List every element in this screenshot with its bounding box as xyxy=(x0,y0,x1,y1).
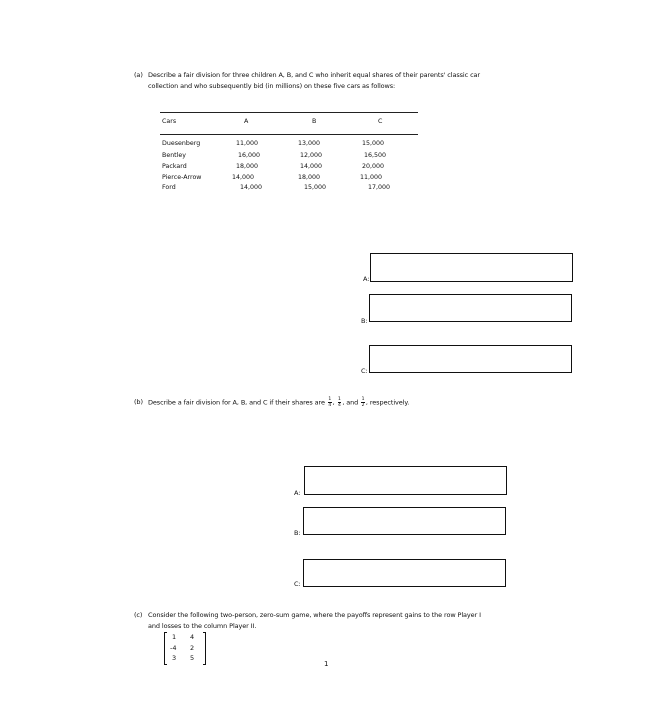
answer-c-box[interactable] xyxy=(369,345,572,373)
matrix-right-bracket xyxy=(203,632,206,665)
table-header-c: C xyxy=(378,118,383,125)
bid-table xyxy=(160,112,418,202)
table-header-rule xyxy=(160,134,418,135)
question-a-line1: Describe a fair division for three children A, B, and C who inherit equal shares of their parents' classic car xyxy=(148,71,481,79)
question-a-line2: collection and who subsequently bid (in millions) on these five cars as follows: xyxy=(148,82,396,90)
matrix-cell: 5 xyxy=(190,654,195,662)
payoff-matrix xyxy=(164,632,206,665)
answer-a-label: A: xyxy=(363,275,370,283)
answer-b-box[interactable] xyxy=(369,294,572,322)
table-cell-b: 12,000 xyxy=(300,152,323,159)
table-cell-b: 18,000 xyxy=(298,174,321,181)
table-cell-a: 11,000 xyxy=(236,140,259,147)
table-cell-a: 16,000 xyxy=(238,152,261,159)
table-top-rule xyxy=(160,112,418,113)
question-c-line1: Consider the following two-person, zero-sum game, where the payoffs represent gains to the row Player I xyxy=(148,611,481,619)
answer-b-label: B: xyxy=(361,317,368,325)
table-cell-c: 11,000 xyxy=(360,174,383,181)
answer-b-c-box[interactable] xyxy=(303,559,506,587)
answer-a-box[interactable] xyxy=(370,253,573,282)
table-cell-car: Duesenberg xyxy=(162,140,201,147)
question-a-label: (a) xyxy=(134,71,143,79)
table-cell-car: Pierce-Arrow xyxy=(162,174,202,181)
table-header-a: A xyxy=(244,118,249,125)
fraction-c: $\frac{1}{2}$ xyxy=(361,397,365,408)
matrix-cell: 2 xyxy=(190,644,195,652)
question-c-line2: and losses to the column Player II. xyxy=(148,622,257,630)
table-cell-a: 14,000 xyxy=(240,184,263,191)
table-cell-a: 14,000 xyxy=(232,174,255,181)
answer-b-b-box[interactable] xyxy=(303,507,506,535)
matrix-cell: 1 xyxy=(172,633,177,641)
table-cell-c: 17,000 xyxy=(368,184,391,191)
question-b-label: (b) xyxy=(134,398,143,406)
answer-b-a-label: A: xyxy=(294,489,301,497)
question-b-text: Describe a fair division for A, B, and C if their shares are xyxy=(148,398,325,407)
answer-c-label: C: xyxy=(361,367,368,375)
page-number: 1 xyxy=(324,660,329,668)
table-header-cars: Cars xyxy=(162,118,177,125)
fraction-a: $\frac{1}{4}$ xyxy=(328,397,332,408)
matrix-cell: -4 xyxy=(170,644,177,652)
table-cell-car: Packard xyxy=(162,163,187,170)
table-cell-b: 14,000 xyxy=(300,163,323,170)
fraction-b: $\frac{1}{4}$ xyxy=(338,397,341,408)
answer-b-c-label: C: xyxy=(294,580,301,588)
table-cell-c: 15,000 xyxy=(362,140,385,147)
table-cell-car: Bentley xyxy=(162,152,187,159)
table-cell-car: Ford xyxy=(162,184,176,191)
question-c-label: (c) xyxy=(134,611,143,619)
table-cell-b: 13,000 xyxy=(298,140,321,147)
matrix-cell: 4 xyxy=(190,633,195,641)
matrix-cell: 3 xyxy=(172,654,177,662)
table-cell-a: 18,000 xyxy=(236,163,259,170)
table-cell-c: 16,500 xyxy=(364,152,387,159)
table-header-b: B xyxy=(312,118,317,125)
answer-b-b-label: B: xyxy=(294,529,301,537)
answer-b-a-box[interactable] xyxy=(304,466,507,495)
table-cell-b: 15,000 xyxy=(304,184,327,191)
matrix-left-bracket xyxy=(164,632,167,665)
table-cell-c: 20,000 xyxy=(362,163,385,170)
